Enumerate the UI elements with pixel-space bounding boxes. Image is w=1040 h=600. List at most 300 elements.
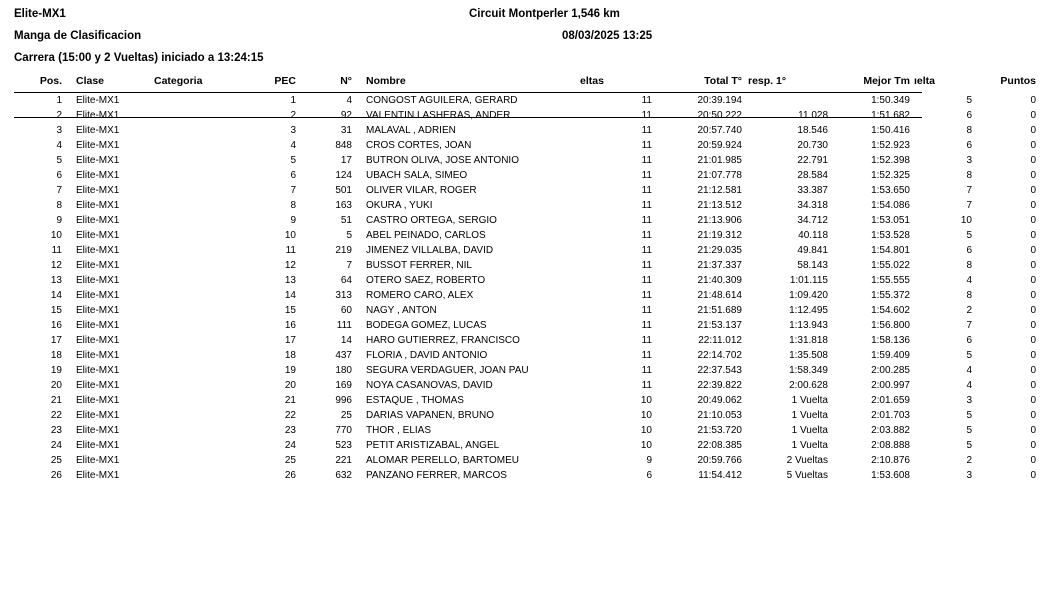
row-categoria [146,318,238,333]
col-header-puntos: Puntos [1000,75,1036,87]
row-puntos: 0 [1030,110,1036,121]
row-total-tiempo: 22:39.822 [697,380,742,391]
row-vueltas: 11 [641,95,652,106]
row-numero: 437 [335,350,352,361]
row-mejor-tiempo: 1:59.409 [871,350,910,361]
row-pos: 7 [56,185,62,196]
results-table [14,70,1040,483]
row-numero: 14 [340,335,352,346]
row-total-tiempo: 20:59.766 [697,455,742,466]
row-clase: Elite-MX1 [76,200,120,211]
row-mejor-vuelta: 8 [966,290,972,301]
row-pec: 25 [284,455,296,466]
row-pos: 4 [56,140,62,151]
row-resp-primero: 34.318 [797,200,828,211]
table-row[interactable] [14,303,1040,318]
row-numero: 180 [335,365,352,376]
row-total-tiempo: 21:01.985 [697,155,742,166]
row-nombre: PANZANO FERRER, MARCOS [366,470,507,481]
row-nombre: NOYA CASANOVAS, DAVID [366,380,493,391]
document-header [0,0,936,64]
row-numero: 523 [335,440,352,451]
row-categoria [146,213,238,228]
table-row[interactable] [14,93,1040,108]
header-row-title [14,8,922,20]
row-resp-primero: 1:58.349 [789,365,828,376]
session-name: Manga de Clasificacion [14,30,142,42]
table-row[interactable] [14,183,1040,198]
row-numero: 996 [335,395,352,406]
row-vueltas: 11 [641,230,652,241]
results-table-head [14,70,1040,93]
row-vueltas: 11 [641,365,652,376]
row-numero: 4 [346,95,352,106]
row-puntos: 0 [1030,365,1036,376]
row-numero: 17 [340,155,352,166]
row-mejor-tiempo: 1:54.801 [871,245,910,256]
row-total-tiempo: 20:57.740 [697,125,742,136]
row-clase: Elite-MX1 [76,215,120,226]
row-mejor-vuelta: 5 [966,440,972,451]
row-pec: 12 [284,260,296,271]
row-mejor-tiempo: 2:10.876 [871,455,910,466]
row-puntos: 0 [1030,230,1036,241]
row-pos: 15 [50,305,62,316]
row-categoria [146,378,238,393]
row-mejor-vuelta: 4 [966,275,972,286]
row-resp-primero: 1:01.115 [789,275,828,286]
row-mejor-tiempo: 2:08.888 [871,440,910,451]
row-vueltas: 11 [641,335,652,346]
col-header-pos: Pos. [39,75,62,87]
row-puntos: 0 [1030,140,1036,151]
row-total-tiempo: 21:19.312 [697,230,742,241]
row-numero: 163 [335,200,352,211]
row-pos: 2 [56,110,62,121]
row-puntos: 0 [1030,290,1036,301]
row-clase: Elite-MX1 [76,470,120,481]
row-puntos: 0 [1030,125,1036,136]
row-pec: 21 [284,395,296,406]
table-row[interactable] [14,258,1040,273]
row-pec: 8 [290,200,296,211]
row-clase: Elite-MX1 [76,455,120,466]
row-numero: 111 [336,320,352,331]
row-numero: 848 [335,140,352,151]
row-pec: 4 [290,140,296,151]
row-categoria [146,423,238,438]
row-clase: Elite-MX1 [76,275,120,286]
row-mejor-tiempo: 2:01.703 [871,410,910,421]
row-nombre: ROMERO CARO, ALEX [366,290,474,301]
row-vueltas: 11 [641,275,652,286]
row-mejor-tiempo: 1:56.800 [871,320,910,331]
row-numero: 25 [340,410,352,421]
row-nombre: DARIAS VAPANEN, BRUNO [366,410,494,421]
row-numero: 92 [340,110,352,121]
row-mejor-vuelta: 4 [966,365,972,376]
row-categoria [146,93,238,108]
row-pos: 6 [56,170,62,181]
row-mejor-vuelta: 6 [966,245,972,256]
row-resp-primero: 1:13.943 [789,320,828,331]
row-pec: 10 [284,230,296,241]
row-categoria [146,183,238,198]
row-mejor-vuelta: 8 [966,260,972,271]
table-row[interactable] [14,393,1040,408]
table-row[interactable] [14,408,1040,423]
row-total-tiempo: 21:13.906 [697,215,742,226]
row-vueltas: 9 [646,455,652,466]
table-row[interactable] [14,153,1040,168]
row-mejor-vuelta: 4 [966,380,972,391]
row-mejor-tiempo: 1:53.608 [871,470,910,481]
row-total-tiempo: 20:50.222 [697,110,742,121]
row-numero: 124 [335,170,352,181]
row-total-tiempo: 21:13.512 [697,200,742,211]
row-categoria [146,303,238,318]
row-pec: 6 [290,170,296,181]
row-resp-primero: 1 Vuelta [791,395,828,406]
row-nombre: OTERO SAEZ, ROBERTO [366,275,486,286]
row-mejor-tiempo: 2:00.997 [871,380,910,391]
row-total-tiempo: 20:59.924 [697,140,742,151]
row-puntos: 0 [1030,275,1036,286]
row-pec: 15 [284,305,296,316]
row-puntos: 0 [1030,470,1036,481]
row-pec: 14 [284,290,296,301]
row-resp-primero: 28.584 [797,170,828,181]
row-mejor-vuelta: 7 [966,185,972,196]
row-puntos: 0 [1030,170,1036,181]
table-row[interactable] [14,108,1040,123]
row-nombre: VALENTIN LASHERAS, ANDER [366,110,511,121]
row-mejor-tiempo: 1:54.086 [871,200,910,211]
row-nombre: BODEGA GOMEZ, LUCAS [366,320,487,331]
col-header-categoria: Categoria [154,75,203,87]
row-categoria [146,258,238,273]
row-vueltas: 11 [641,260,652,271]
table-row[interactable] [14,168,1040,183]
row-total-tiempo: 11:54.412 [698,470,742,481]
row-mejor-tiempo: 1:55.555 [871,275,910,286]
table-row[interactable] [14,213,1040,228]
row-numero: 221 [335,455,352,466]
row-resp-primero: 58.143 [797,260,828,271]
row-nombre: ABEL PEINADO, CARLOS [366,230,486,241]
row-nombre: JIMENEZ VILLALBA, DAVID [366,245,494,256]
row-resp-primero: 20.730 [797,140,828,151]
row-mejor-tiempo: 1:50.349 [871,95,910,106]
row-clase: Elite-MX1 [76,410,120,421]
table-row[interactable] [14,333,1040,348]
circuit-name: Circuit Montperler 1,546 km [469,8,620,20]
row-categoria [146,408,238,423]
row-nombre: ESTAQUE , THOMAS [366,395,464,406]
row-total-tiempo: 21:10.053 [697,410,742,421]
row-total-tiempo: 21:51.689 [697,305,742,316]
row-categoria [146,348,238,363]
row-puntos: 0 [1030,215,1036,226]
row-nombre: OLIVER VILAR, ROGER [366,185,477,196]
row-resp-primero: 34.712 [797,215,828,226]
row-pec: 11 [285,245,296,256]
row-pos: 18 [50,350,62,361]
table-row[interactable] [14,138,1040,153]
row-mejor-tiempo: 1:53.650 [871,185,910,196]
row-nombre: NAGY , ANTON [366,305,437,316]
row-categoria [146,273,238,288]
row-mejor-tiempo: 1:55.022 [871,260,910,271]
row-numero: 501 [335,185,352,196]
row-resp-primero: 40.118 [798,230,828,241]
row-vueltas: 10 [640,410,652,421]
row-mejor-vuelta: 2 [966,305,972,316]
row-categoria [146,168,238,183]
row-pec: 5 [290,155,296,166]
row-puntos: 0 [1030,380,1036,391]
row-pos: 5 [56,155,62,166]
row-clase: Elite-MX1 [76,425,120,436]
row-pos: 19 [50,365,62,376]
col-header-numero: N° [340,75,352,87]
row-pos: 10 [50,230,62,241]
row-total-tiempo: 20:39.194 [697,95,742,106]
row-pec: 13 [284,275,296,286]
row-nombre: THOR , ELIAS [366,425,432,436]
row-categoria [146,123,238,138]
row-pos: 20 [50,380,62,391]
row-mejor-vuelta: 8 [966,170,972,181]
row-clase: Elite-MX1 [76,95,120,106]
row-numero: 31 [340,125,352,136]
table-row[interactable] [14,468,1040,483]
row-pec: 17 [284,335,296,346]
row-pos: 3 [56,125,62,136]
row-vueltas: 11 [641,320,652,331]
row-vueltas: 11 [641,350,652,361]
row-numero: 60 [340,305,352,316]
row-resp-primero: 1 Vuelta [791,440,828,451]
table-row[interactable] [14,348,1040,363]
row-clase: Elite-MX1 [76,230,120,241]
row-pec: 9 [290,215,296,226]
table-row[interactable] [14,273,1040,288]
row-pec: 18 [284,350,296,361]
row-categoria [146,453,238,468]
row-mejor-vuelta: 5 [966,425,972,436]
table-row[interactable] [14,363,1040,378]
row-pec: 7 [290,185,296,196]
row-pec: 20 [284,380,296,391]
row-clase: Elite-MX1 [76,110,120,121]
row-clase: Elite-MX1 [76,440,120,451]
row-clase: Elite-MX1 [76,260,120,271]
col-header-total-tiempo: Total T° [704,75,742,87]
row-total-tiempo: 20:49.062 [697,395,742,406]
row-vueltas: 11 [641,215,652,226]
row-mejor-tiempo: 1:53.051 [871,215,910,226]
row-pec: 19 [284,365,296,376]
row-pos: 11 [51,245,62,256]
row-mejor-vuelta: 6 [966,110,972,121]
row-categoria [146,363,238,378]
row-vueltas: 11 [641,170,652,181]
row-nombre: ALOMAR PERELLO, BARTOMEU [366,455,520,466]
row-nombre: BUTRON OLIVA, JOSE ANTONIO [366,155,519,166]
row-mejor-vuelta: 7 [966,320,972,331]
table-row[interactable] [14,243,1040,258]
row-mejor-vuelta: 10 [960,215,972,226]
row-categoria [146,228,238,243]
row-vueltas: 11 [641,245,652,256]
row-categoria [146,138,238,153]
row-categoria [146,438,238,453]
row-categoria [146,108,238,123]
row-vueltas: 10 [640,440,652,451]
row-clase: Elite-MX1 [76,395,120,406]
row-resp-primero: 1:12.495 [789,305,828,316]
row-nombre: HARO GUTIERREZ, FRANCISCO [366,335,520,346]
row-pos: 13 [50,275,62,286]
row-puntos: 0 [1030,455,1036,466]
row-pos: 1 [56,95,62,106]
row-resp-primero: 18.546 [797,125,828,136]
row-clase: Elite-MX1 [76,290,120,301]
row-puntos: 0 [1030,185,1036,196]
row-mejor-tiempo: 1:50.416 [871,125,910,136]
row-clase: Elite-MX1 [76,320,120,331]
row-vueltas: 11 [641,305,652,316]
race-info: Carrera (15:00 y 2 Vueltas) iniciado a 13:24:15 [14,52,264,64]
row-mejor-vuelta: 5 [966,95,972,106]
row-puntos: 0 [1030,200,1036,211]
row-pos: 25 [50,455,62,466]
row-total-tiempo: 21:29.035 [697,245,742,256]
table-row[interactable] [14,123,1040,138]
row-vueltas: 6 [646,470,652,481]
table-row[interactable] [14,198,1040,213]
row-clase: Elite-MX1 [76,335,120,346]
row-numero: 313 [335,290,352,301]
row-pos: 21 [50,395,62,406]
col-header-resp-primero: resp. 1° [748,75,787,87]
row-total-tiempo: 21:07.778 [697,170,742,181]
row-pos: 26 [50,470,62,481]
row-puntos: 0 [1030,395,1036,406]
row-mejor-tiempo: 1:51.682 [871,110,910,121]
row-vueltas: 11 [641,125,652,136]
row-pos: 17 [50,335,62,346]
table-row[interactable] [14,453,1040,468]
table-row[interactable] [14,423,1040,438]
table-header-divider [14,117,922,118]
row-pec: 23 [284,425,296,436]
row-pec: 1 [290,95,296,106]
row-mejor-vuelta: 5 [966,410,972,421]
row-resp-primero: 2 Vueltas [786,455,828,466]
session-datetime: 08/03/2025 13:25 [562,30,653,42]
row-categoria [146,468,238,483]
row-pec: 22 [284,410,296,421]
table-row[interactable] [14,438,1040,453]
row-vueltas: 11 [641,290,652,301]
row-clase: Elite-MX1 [76,125,120,136]
row-categoria [146,198,238,213]
row-puntos: 0 [1030,350,1036,361]
row-nombre: BUSSOT FERRER, NIL [366,260,472,271]
table-row[interactable] [14,228,1040,243]
table-row[interactable] [14,288,1040,303]
row-mejor-vuelta: 5 [966,350,972,361]
row-nombre: SEGURA VERDAGUER, JOAN PAU [366,365,529,376]
row-resp-primero [746,93,832,108]
row-mejor-vuelta: 3 [966,155,972,166]
row-categoria [146,243,238,258]
row-mejor-vuelta: 8 [966,125,972,136]
row-mejor-vuelta: 7 [966,200,972,211]
row-mejor-tiempo: 1:52.325 [871,170,910,181]
header-divider [14,92,922,93]
row-mejor-tiempo: 1:52.398 [871,155,910,166]
row-pos: 22 [50,410,62,421]
row-puntos: 0 [1030,440,1036,451]
col-header-nombre: Nombre [366,75,406,87]
row-puntos: 0 [1030,305,1036,316]
row-numero: 169 [335,380,352,391]
row-numero: 51 [340,215,352,226]
row-clase: Elite-MX1 [76,380,120,391]
row-vueltas: 11 [641,200,652,211]
row-total-tiempo: 22:14.702 [697,350,742,361]
row-pec: 2 [290,110,296,121]
table-row[interactable] [14,378,1040,393]
row-nombre: MALAVAL , ADRIEN [366,125,456,136]
event-title: Elite-MX1 [14,8,66,20]
row-total-tiempo: 21:48.614 [697,290,742,301]
col-header-mejor-vuelta: ıelta [914,75,936,87]
row-mejor-vuelta: 6 [966,335,972,346]
row-puntos: 0 [1030,245,1036,256]
row-total-tiempo: 21:53.720 [697,425,742,436]
row-resp-primero: 5 Vueltas [786,470,828,481]
row-numero: 770 [335,425,352,436]
row-pec: 26 [284,470,296,481]
row-vueltas: 10 [640,425,652,436]
row-pos: 23 [50,425,62,436]
results-table-body [14,93,1040,483]
row-mejor-tiempo: 1:53.528 [871,230,910,241]
row-numero: 632 [335,470,352,481]
table-row[interactable] [14,318,1040,333]
row-vueltas: 11 [641,110,652,121]
row-pos: 9 [56,215,62,226]
row-resp-primero: 1:35.508 [789,350,828,361]
row-categoria [146,288,238,303]
row-pec: 3 [290,125,296,136]
row-pos: 16 [50,320,62,331]
row-clase: Elite-MX1 [76,350,120,361]
row-clase: Elite-MX1 [76,155,120,166]
row-mejor-tiempo: 1:54.602 [871,305,910,316]
row-mejor-tiempo: 2:00.285 [871,365,910,376]
col-header-vueltas: eltas [580,75,604,87]
row-categoria [146,153,238,168]
row-mejor-vuelta: 2 [966,455,972,466]
row-nombre: PETIT ARISTIZABAL, ANGEL [366,440,500,451]
row-mejor-tiempo: 1:52.923 [871,140,910,151]
row-clase: Elite-MX1 [76,245,120,256]
